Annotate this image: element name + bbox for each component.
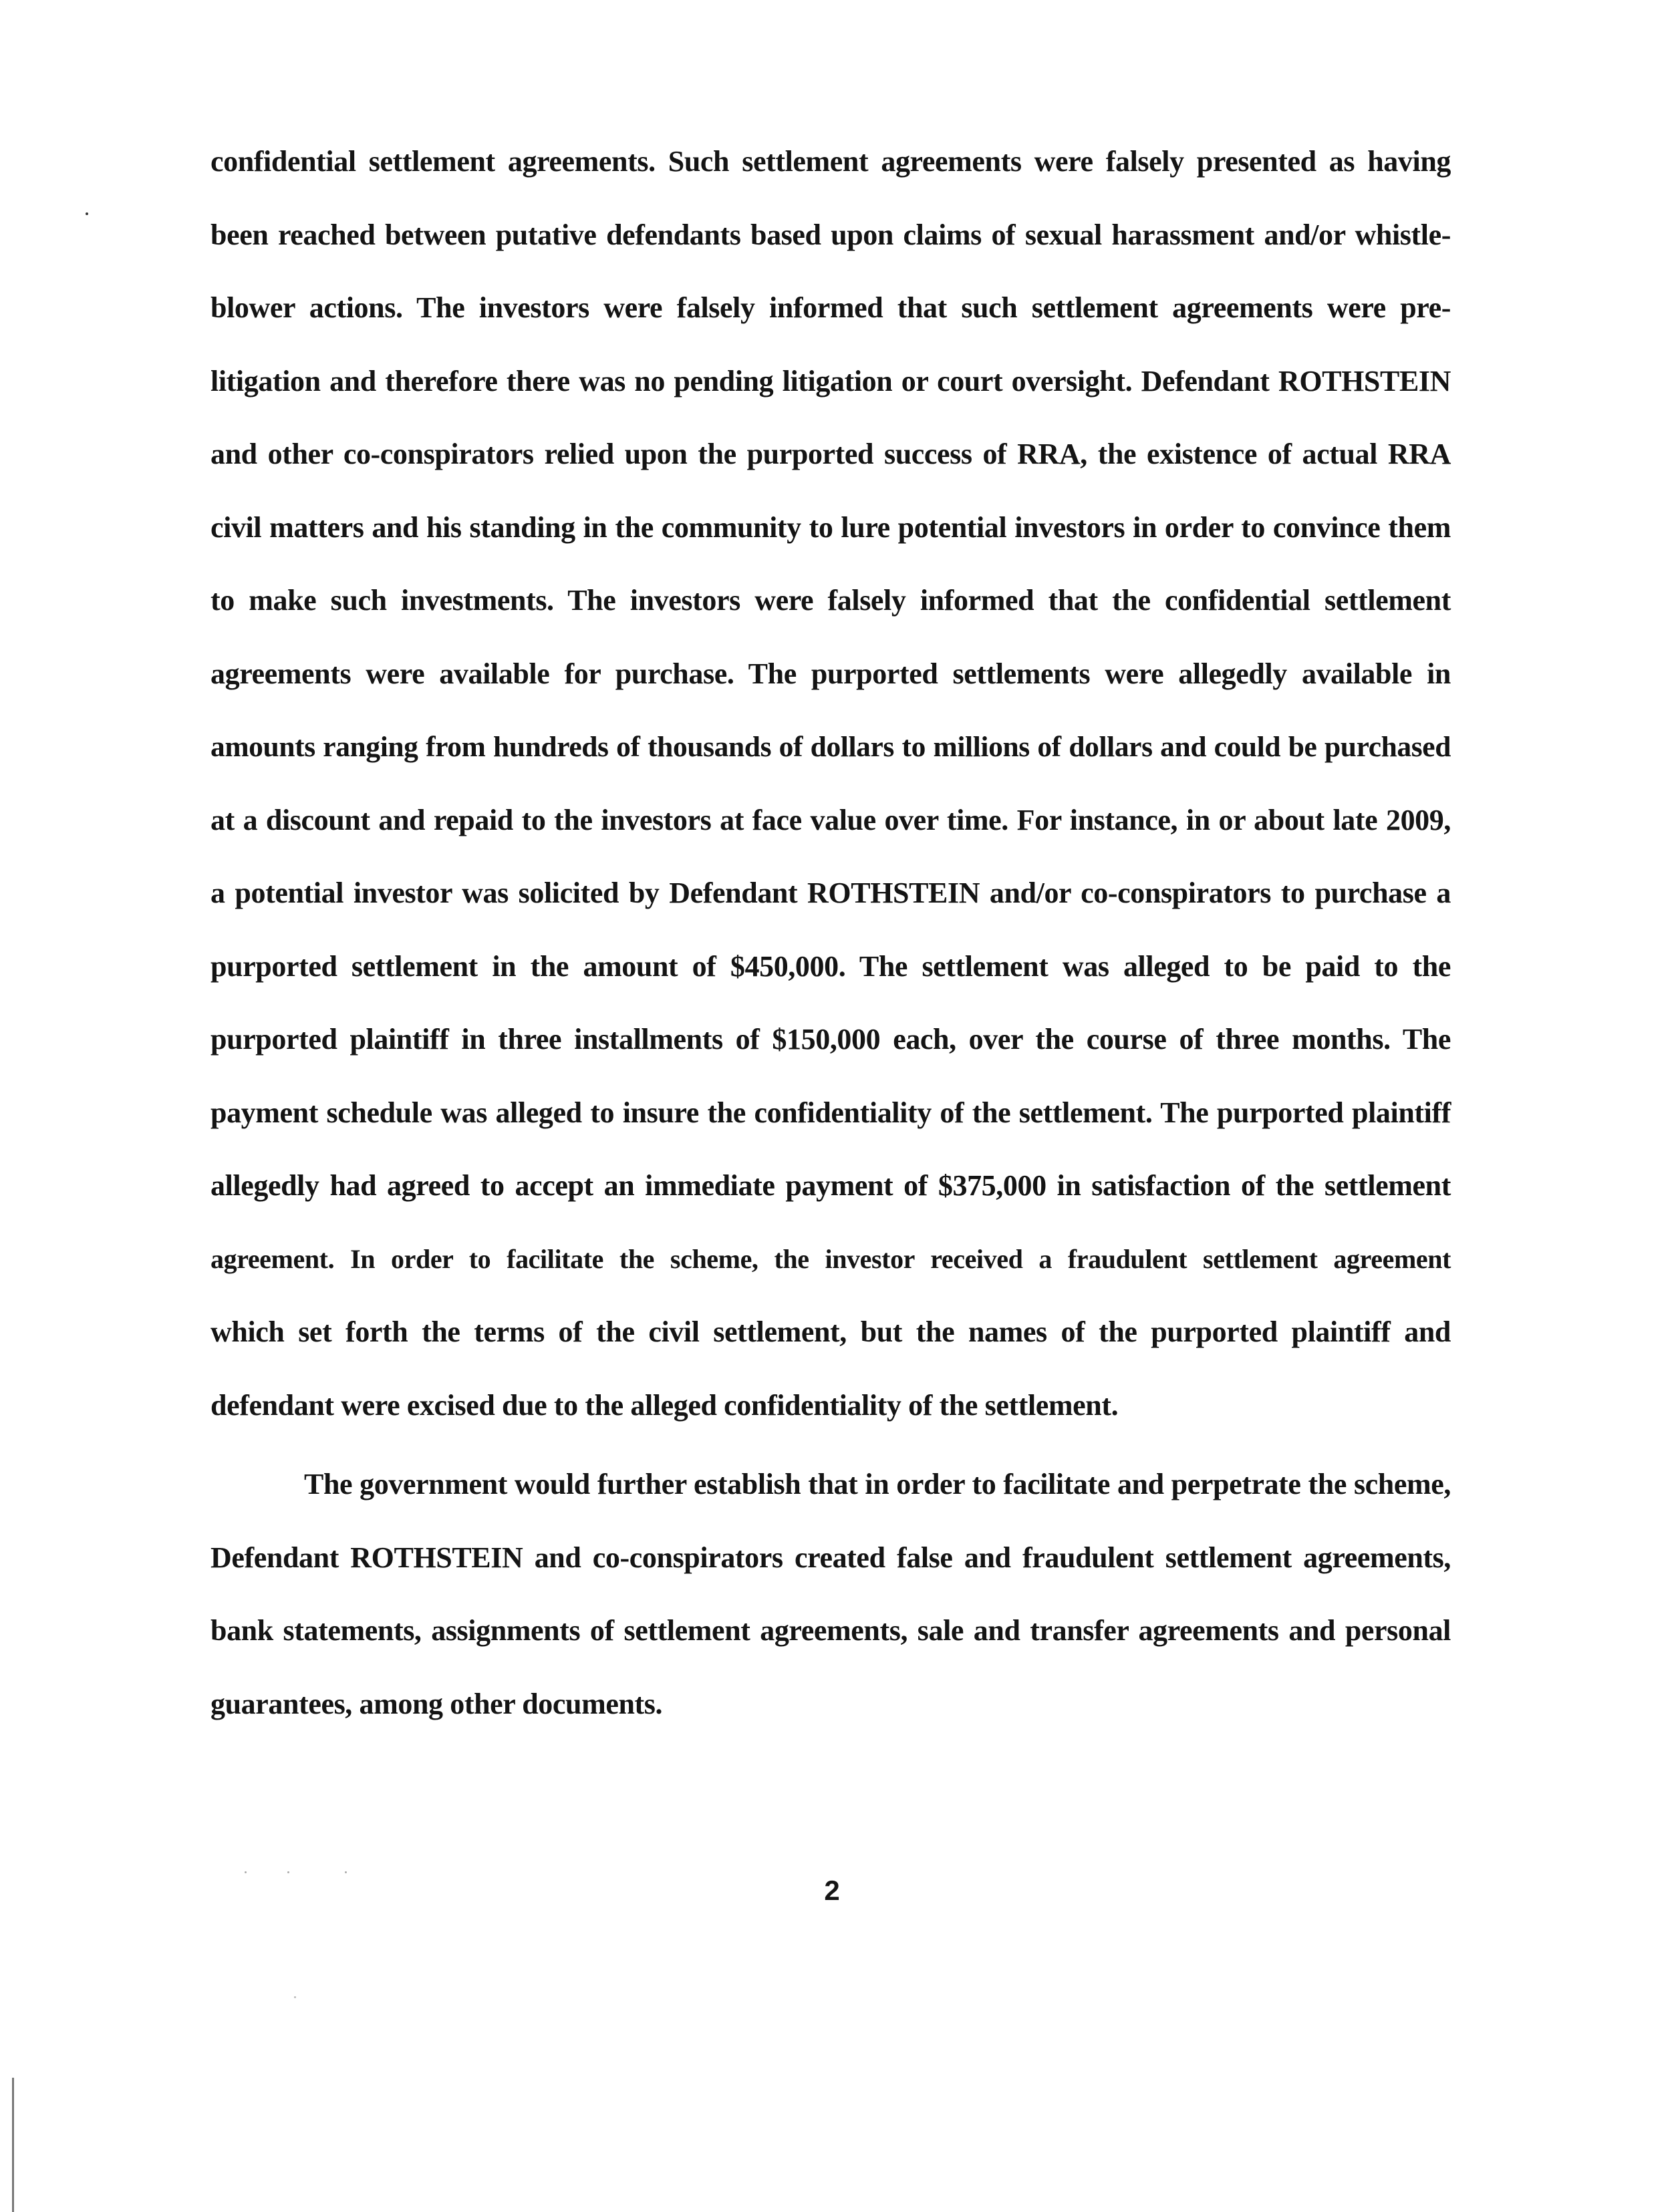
scan-edge-mark [12, 2078, 14, 2212]
text-line: allegedly had agreed to accept an immediate payment of $375,000 in satisfaction of the settlement [211, 1169, 1451, 1202]
scan-speck [345, 1871, 347, 1873]
text-line: agreements were available for purchase. The purported settlements were allegedly available in [211, 657, 1451, 690]
text-line: The government would further establish that in order to facilitate and perpetrate the scheme, [304, 1468, 1451, 1500]
scan-speck [245, 1871, 247, 1873]
text-line: Defendant ROTHSTEIN and co-conspirators created false and fraudulent settlement agreements, [211, 1541, 1451, 1574]
text-line: a potential investor was solicited by Defendant ROTHSTEIN and/or co-conspirators to purchase a [211, 877, 1451, 909]
text-line: payment schedule was alleged to insure the confidentiality of the settlement. The purported plaintiff [211, 1096, 1451, 1129]
text-line: purported plaintiff in three installments of $150,000 each, over the course of three months. The [211, 1023, 1451, 1056]
scan-speck [86, 212, 88, 215]
text-line: which set forth the terms of the civil settlement, but the names of the purported plaintiff and [211, 1315, 1451, 1348]
text-line: purported settlement in the amount of $450,000. The settlement was alleged to be paid to the [211, 950, 1451, 983]
text-line: agreement. In order to facilitate the scheme, the investor received a fraudulent settlement agreement [211, 1244, 1451, 1274]
text-line: bank statements, assignments of settlement agreements, sale and transfer agreements and personal [211, 1614, 1451, 1647]
page-number: 2 [824, 1875, 840, 1906]
scan-speck [294, 1996, 296, 1998]
text-line: blower actions. The investors were falsely informed that such settlement agreements were pre- [211, 291, 1451, 324]
text-line: and other co-conspirators relied upon the purported success of RRA, the existence of actual RRA [211, 438, 1451, 470]
text-line: been reached between putative defendants based upon claims of sexual harassment and/or whistle- [211, 218, 1451, 251]
text-line: to make such investments. The investors were falsely informed that the confidential settlement [211, 584, 1451, 617]
text-line: defendant were excised due to the alleged confidentiality of the settlement. [211, 1389, 1119, 1422]
text-line: at a discount and repaid to the investors at face value over time. For instance, in or about late 2009, [211, 804, 1451, 836]
text-line: amounts ranging from hundreds of thousands of dollars to millions of dollars and could be purchased [211, 731, 1451, 763]
text-line: confidential settlement agreements. Such settlement agreements were falsely presented as having [211, 145, 1451, 178]
scan-speck [287, 1871, 289, 1873]
text-line: guarantees, among other documents. [211, 1688, 663, 1720]
text-line: civil matters and his standing in the community to lure potential investors in order to convince them [211, 511, 1451, 544]
text-line: litigation and therefore there was no pending litigation or court oversight. Defendant ROTHSTEIN [211, 365, 1451, 398]
